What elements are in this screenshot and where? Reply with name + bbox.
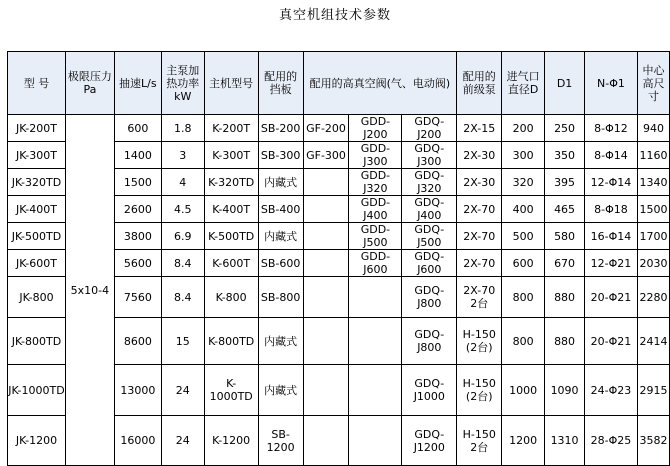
cell-main: K-800TD [204, 318, 258, 365]
cell-d1: 880 [545, 277, 585, 318]
cell-height: 3582 [637, 416, 669, 466]
cell-height: 1160 [637, 142, 669, 169]
cell-valve-gas [303, 277, 349, 318]
col-high-vacuum-valve: 配用的高真空阀(气、电动阀) [303, 52, 457, 115]
cell-d1: 465 [545, 196, 585, 223]
cell-backing: 2X-30 [457, 169, 502, 196]
cell-height: 1700 [637, 223, 669, 250]
cell-model: JK-300T [8, 142, 66, 169]
cell-d1: 880 [545, 318, 585, 365]
cell-model: JK-200T [8, 115, 66, 142]
cell-d1: 670 [545, 250, 585, 277]
cell-nphi: 12-Φ14 [585, 169, 638, 196]
col-ultimate-pressure: 极限压力Pa [65, 52, 114, 115]
backing-line-1: H-150 [462, 377, 496, 390]
cell-nphi: 16-Φ14 [585, 223, 638, 250]
cell-nphi: 8-Φ14 [585, 142, 638, 169]
cell-speed: 1500 [114, 169, 161, 196]
cell-valve-gdq: GDQ-J500 [402, 223, 457, 250]
cell-d1: 1090 [545, 365, 585, 416]
cell-model: JK-1200 [8, 416, 66, 466]
cell-model: JK-800 [8, 277, 66, 318]
cell-height: 2280 [637, 277, 669, 318]
table-row [8, 115, 670, 142]
cell-backing [457, 416, 502, 466]
page-title: 真空机组技术参数 [278, 8, 391, 23]
cell-speed: 2600 [114, 196, 161, 223]
cell-main: K-800 [204, 277, 258, 318]
cell-inlet: 300 [502, 142, 545, 169]
col-d1: D1 [545, 52, 585, 115]
cell-inlet: 600 [502, 250, 545, 277]
cell-valve-gas [303, 250, 349, 277]
cell-inlet: 200 [502, 115, 545, 142]
cell-backing [457, 365, 502, 416]
cell-valve-gdq: GDQ-J1000 [402, 365, 457, 416]
cell-backing: 2X-30 [457, 142, 502, 169]
cell-valve-gdd [349, 318, 402, 365]
cell-d1: 580 [545, 223, 585, 250]
cell-backing: 2X-70 [457, 250, 502, 277]
cell-valve-gdd: GDD-J500 [349, 223, 402, 250]
cell-power: 4.5 [161, 196, 204, 223]
cell-baffle: SB-400 [258, 196, 303, 223]
cell-valve-gas: GF-300 [303, 142, 349, 169]
cell-model: JK-320TD [8, 169, 66, 196]
cell-height: 2030 [637, 250, 669, 277]
cell-inlet: 320 [502, 169, 545, 196]
col-baffle: 配用的挡板 [258, 52, 303, 115]
cell-inlet: 800 [502, 318, 545, 365]
cell-speed: 8600 [114, 318, 161, 365]
cell-inlet: 800 [502, 277, 545, 318]
cell-nphi: 20-Φ21 [585, 318, 638, 365]
cell-main: K-1200 [204, 416, 258, 466]
cell-valve-gas: GF-200 [303, 115, 349, 142]
cell-baffle: 内藏式 [258, 169, 303, 196]
col-heating-power: 主泵加热功率kW [161, 52, 204, 115]
cell-valve-gdq: GDQ-J300 [402, 142, 457, 169]
cell-model: JK-1000TD [8, 365, 66, 416]
cell-power: 8.4 [161, 250, 204, 277]
cell-valve-gas [303, 365, 349, 416]
cell-model: JK-500TD [8, 223, 66, 250]
cell-speed: 600 [114, 115, 161, 142]
cell-speed: 13000 [114, 365, 161, 416]
cell-inlet: 1000 [502, 365, 545, 416]
backing-line-2: (2台) [465, 341, 493, 354]
cell-power: 24 [161, 365, 204, 416]
cell-nphi: 8-Φ12 [585, 115, 638, 142]
cell-baffle: 内藏式 [258, 223, 303, 250]
cell-power: 8.4 [161, 277, 204, 318]
cell-ultimate-pressure: 5x10-4 [65, 115, 114, 466]
cell-height: 1340 [637, 169, 669, 196]
cell-valve-gdq: GDQ-J200 [402, 115, 457, 142]
cell-baffle: SB-800 [258, 277, 303, 318]
cell-d1: 350 [545, 142, 585, 169]
cell-inlet: 1200 [502, 416, 545, 466]
cell-valve-gdd: GDD-J320 [349, 169, 402, 196]
cell-inlet: 400 [502, 196, 545, 223]
cell-baffle: 内藏式 [258, 365, 303, 416]
backing-line-2: 2台 [470, 440, 489, 454]
cell-power: 3 [161, 142, 204, 169]
cell-backing: 2X-70 [457, 223, 502, 250]
cell-main: K-400T [204, 196, 258, 223]
cell-backing: 2X-15 [457, 115, 502, 142]
cell-valve-gas [303, 196, 349, 223]
col-center-height: 中心高尺寸 [637, 52, 669, 115]
cell-valve-gdd [349, 365, 402, 416]
spec-table [7, 51, 670, 466]
header-row [8, 52, 670, 115]
cell-d1: 395 [545, 169, 585, 196]
cell-valve-gdd [349, 277, 402, 318]
cell-main: K-600T [204, 250, 258, 277]
cell-baffle: SB-200 [258, 115, 303, 142]
cell-height: 2414 [637, 318, 669, 365]
cell-d1: 1310 [545, 416, 585, 466]
cell-valve-gdd: GDD-J600 [349, 250, 402, 277]
backing-line-1: 2X-70 [463, 284, 496, 297]
cell-main: K-200T [204, 115, 258, 142]
col-model: 型 号 [8, 52, 66, 115]
cell-nphi: 8-Φ18 [585, 196, 638, 223]
col-inlet-diameter: 进气口直径D [502, 52, 545, 115]
cell-valve-gdq: GDQ-J320 [402, 169, 457, 196]
cell-height: 1500 [637, 196, 669, 223]
col-n-phi1: N-Φ1 [585, 52, 638, 115]
col-backing-pump: 配用的前级泵 [457, 52, 502, 115]
cell-valve-gdd: GDD-J300 [349, 142, 402, 169]
cell-valve-gdd: GDD-J400 [349, 196, 402, 223]
cell-valve-gas [303, 318, 349, 365]
cell-valve-gas [303, 169, 349, 196]
cell-speed: 16000 [114, 416, 161, 466]
cell-power: 6.9 [161, 223, 204, 250]
cell-main: K-500TD [204, 223, 258, 250]
cell-valve-gdq: GDQ-J1200 [402, 416, 457, 466]
cell-power: 1.8 [161, 115, 204, 142]
cell-height: 2915 [637, 365, 669, 416]
cell-inlet: 500 [502, 223, 545, 250]
cell-speed: 5600 [114, 250, 161, 277]
cell-nphi: 24-Φ23 [585, 365, 638, 416]
cell-valve-gdq: GDQ-J400 [402, 196, 457, 223]
cell-baffle: SB-600 [258, 250, 303, 277]
col-pumping-speed: 抽速L/s [114, 52, 161, 115]
cell-main: K-320TD [204, 169, 258, 196]
cell-model: JK-400T [8, 196, 66, 223]
cell-model: JK-800TD [8, 318, 66, 365]
backing-line-2: (2台) [465, 390, 493, 403]
cell-baffle: 内藏式 [258, 318, 303, 365]
backing-line-1: H-150 [462, 427, 496, 441]
cell-backing [457, 318, 502, 365]
cell-valve-gas [303, 416, 349, 466]
cell-valve-gdd [349, 416, 402, 466]
backing-line-2: 2台 [470, 297, 489, 310]
cell-valve-gdq: GDQ-J600 [402, 250, 457, 277]
cell-baffle: SB-300 [258, 142, 303, 169]
backing-line-1: H-150 [462, 328, 496, 341]
cell-nphi: 28-Φ25 [585, 416, 638, 466]
cell-speed: 3800 [114, 223, 161, 250]
cell-baffle: SB-1200 [258, 416, 303, 466]
cell-power: 4 [161, 169, 204, 196]
cell-height: 940 [637, 115, 669, 142]
cell-nphi: 20-Φ21 [585, 277, 638, 318]
cell-backing [457, 277, 502, 318]
cell-power: 24 [161, 416, 204, 466]
cell-power: 15 [161, 318, 204, 365]
col-main-pump-model: 主机型号 [204, 52, 258, 115]
cell-valve-gdd: GDD-J200 [349, 115, 402, 142]
cell-nphi: 12-Φ21 [585, 250, 638, 277]
cell-speed: 1400 [114, 142, 161, 169]
cell-speed: 7560 [114, 277, 161, 318]
cell-main: K-1000TD [204, 365, 258, 416]
cell-main: K-300T [204, 142, 258, 169]
cell-d1: 250 [545, 115, 585, 142]
cell-backing: 2X-70 [457, 196, 502, 223]
cell-valve-gdq: GDQ-J800 [402, 318, 457, 365]
cell-valve-gdq: GDQ-J800 [402, 277, 457, 318]
cell-valve-gas [303, 223, 349, 250]
cell-model: JK-600T [8, 250, 66, 277]
